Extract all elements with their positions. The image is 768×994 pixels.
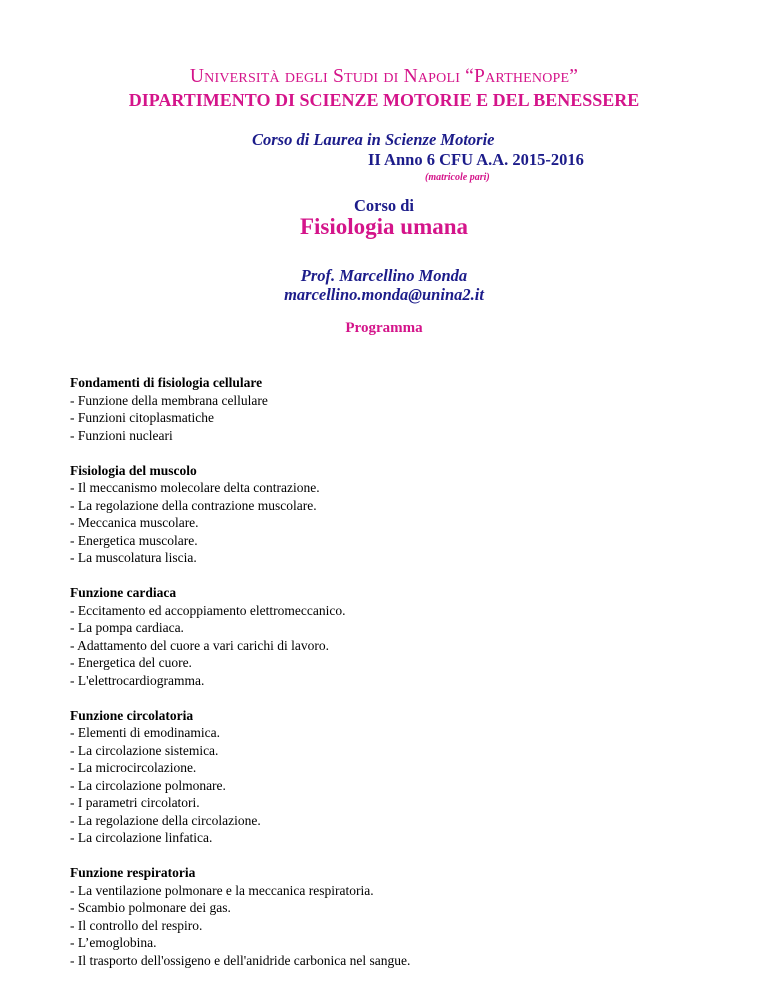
- academic-year: II Anno 6 CFU A.A. 2015-2016: [368, 150, 584, 169]
- section-item: - Il meccanismo molecolare delta contrazione.: [70, 480, 320, 495]
- section-item: - Funzioni nucleari: [70, 427, 173, 443]
- university-title: Università degli Studi di Napoli “Parthenope”: [189, 66, 579, 87]
- section-item: - L'elettrocardiogramma.: [70, 672, 205, 688]
- section-item: - Scambio polmonare dei gas.: [70, 900, 231, 915]
- course-name: Fisiologia umana: [299, 214, 469, 239]
- section-item: - Energetica muscolare.: [70, 532, 198, 548]
- section-item: - La pompa cardiaca.: [70, 620, 184, 635]
- section-item: - Il controllo del respiro.: [70, 917, 203, 933]
- professor-email: marcellino.monda@unina2.it: [284, 285, 484, 304]
- programma-heading: Programma: [345, 320, 423, 336]
- section-title: Funzione circolatoria: [70, 707, 194, 723]
- section-item: - La circolazione sistemica.: [70, 742, 219, 758]
- section-item: - Il trasporto dell'ossigeno e dell'anidride carbonica nel sangue.: [70, 952, 411, 968]
- section-item: - La ventilazione polmonare e la meccanica respiratoria.: [70, 882, 374, 898]
- section-item: - Funzione della membrana cellulare: [70, 392, 268, 408]
- department-title: DIPARTIMENTO DI SCIENZE MOTORIE E DEL BENESSERE: [128, 90, 640, 110]
- syllabus-sections: [70, 374, 750, 987]
- section-item: - Adattamento del cuore a vari carichi di lavoro.: [70, 637, 330, 653]
- degree-course: Corso di Laurea in Scienze Motorie: [252, 130, 495, 149]
- section-item: - I parametri circolatori.: [70, 795, 200, 810]
- section-item: - Funzioni citoplasmatiche: [70, 410, 214, 425]
- syllabus-section: [70, 864, 750, 969]
- section-item: - L’emoglobina.: [70, 935, 157, 950]
- section-item: - La circolazione polmonare.: [70, 777, 226, 793]
- section-title: Funzione respiratoria: [70, 865, 196, 880]
- section-title: Funzione cardiaca: [70, 585, 177, 600]
- section-item: - La microcircolazione.: [70, 760, 197, 775]
- section-item: - La regolazione della contrazione muscolare.: [70, 497, 317, 513]
- matricole-note: (matricole pari): [425, 172, 490, 183]
- section-item: - Meccanica muscolare.: [70, 515, 199, 530]
- section-item: - La circolazione linfatica.: [70, 830, 213, 845]
- syllabus-section: [70, 374, 750, 444]
- section-item: - Elementi di emodinamica.: [70, 725, 220, 740]
- professor-name: Prof. Marcellino Monda: [300, 266, 468, 285]
- syllabus-section: [70, 707, 750, 847]
- section-item: - Eccitamento ed accoppiamento elettromeccanico.: [70, 602, 346, 618]
- section-item: - La muscolatura liscia.: [70, 550, 197, 565]
- section-title: Fondamenti di fisiologia cellulare: [70, 375, 263, 390]
- syllabus-section: [70, 584, 750, 689]
- corso-di-label: Corso di: [353, 196, 415, 215]
- section-item: - La regolazione della circolazione.: [70, 812, 261, 828]
- syllabus-section: [70, 462, 750, 567]
- section-title: Fisiologia del muscolo: [70, 462, 197, 478]
- section-item: - Energetica del cuore.: [70, 655, 192, 670]
